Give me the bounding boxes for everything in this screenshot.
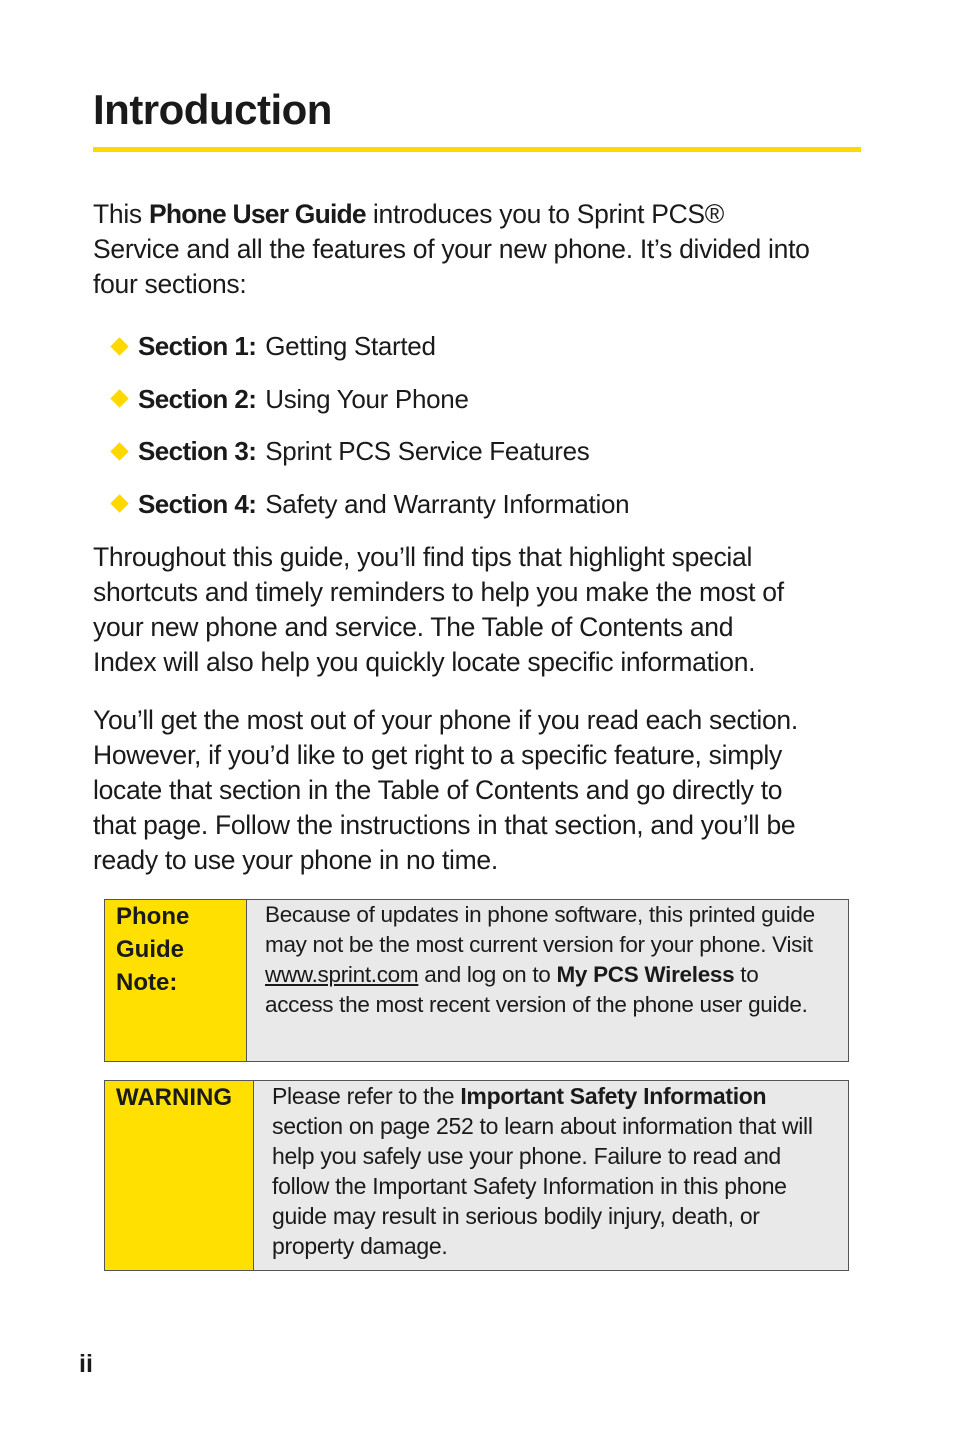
diamond-bullet-icon: [110, 442, 128, 460]
note-label-line: Phone: [116, 903, 190, 930]
usage-paragraph: You’ll get the most out of your phone if you read each section. However, if you’d like to get right to a specific feature, simply locate that section in the Table of Contents and go directly to that page. Follow the instructions in that section, and you’ll be ready to use your phone in no time.: [93, 705, 798, 875]
phone-guide-note: [104, 899, 849, 1062]
list-item: [108, 478, 629, 531]
section-label: Section 1:: [138, 331, 257, 362]
sprint-link[interactable]: www.sprint.com: [265, 962, 419, 987]
note-label-line: Guide: [116, 936, 185, 963]
intro-bold: Phone User Guide: [148, 199, 366, 229]
note-body: [247, 900, 848, 1061]
page-number: ii: [79, 1350, 93, 1378]
warning-box: [104, 1080, 849, 1271]
warning-text: section on page 252 to learn about information that will help you safely use your phone. Failure to read and follow the Important Safety Information in this phone guide may result in serious bodily injury, death, or property damage.: [272, 1113, 813, 1259]
section-text: Getting Started: [265, 331, 436, 362]
note-text: Because of updates in phone software, this printed guide may not be the most current version for your phone. Visit: [265, 902, 815, 957]
intro-paragraph: [93, 197, 813, 302]
intro-post: introduces you to Sprint PCS® Service and all the features of your new phone. It’s divided into four sections:: [93, 199, 810, 299]
warning-body: [254, 1081, 848, 1270]
note-text: and log on to: [418, 962, 557, 987]
warning-label: WARNING: [105, 1081, 254, 1270]
diamond-bullet-icon: [110, 495, 128, 513]
intro-pre: This: [93, 199, 149, 229]
section-list: [108, 320, 629, 530]
list-item: [108, 320, 629, 373]
warning-text: Please refer to the: [272, 1083, 461, 1109]
note-bold: My PCS Wireless: [556, 962, 735, 987]
section-text: Using Your Phone: [265, 383, 469, 414]
diamond-bullet-icon: [110, 390, 128, 408]
tips-paragraph: Throughout this guide, you’ll find tips that highlight special shortcuts and timely reminders to help you make the most of your new phone and service. The Table of Contents and Index will also help you quickly locate specific information.: [93, 542, 784, 677]
page-title: Introduction: [93, 86, 332, 133]
section-text: Safety and Warranty Information: [265, 488, 630, 519]
note-text: to access the most recent version of the phone user guide.: [265, 962, 808, 1017]
section-label: Section 2:: [138, 383, 257, 414]
list-item: [108, 373, 629, 426]
diamond-bullet-icon: [110, 337, 128, 355]
note-label-line: Note:: [116, 969, 178, 996]
note-label: [105, 900, 247, 1061]
title-rule: [93, 147, 861, 152]
section-label: Section 3:: [138, 436, 257, 467]
section-text: Sprint PCS Service Features: [265, 436, 590, 467]
warning-bold: Important Safety Information: [460, 1083, 767, 1109]
section-label: Section 4:: [138, 488, 257, 519]
list-item: [108, 425, 629, 478]
